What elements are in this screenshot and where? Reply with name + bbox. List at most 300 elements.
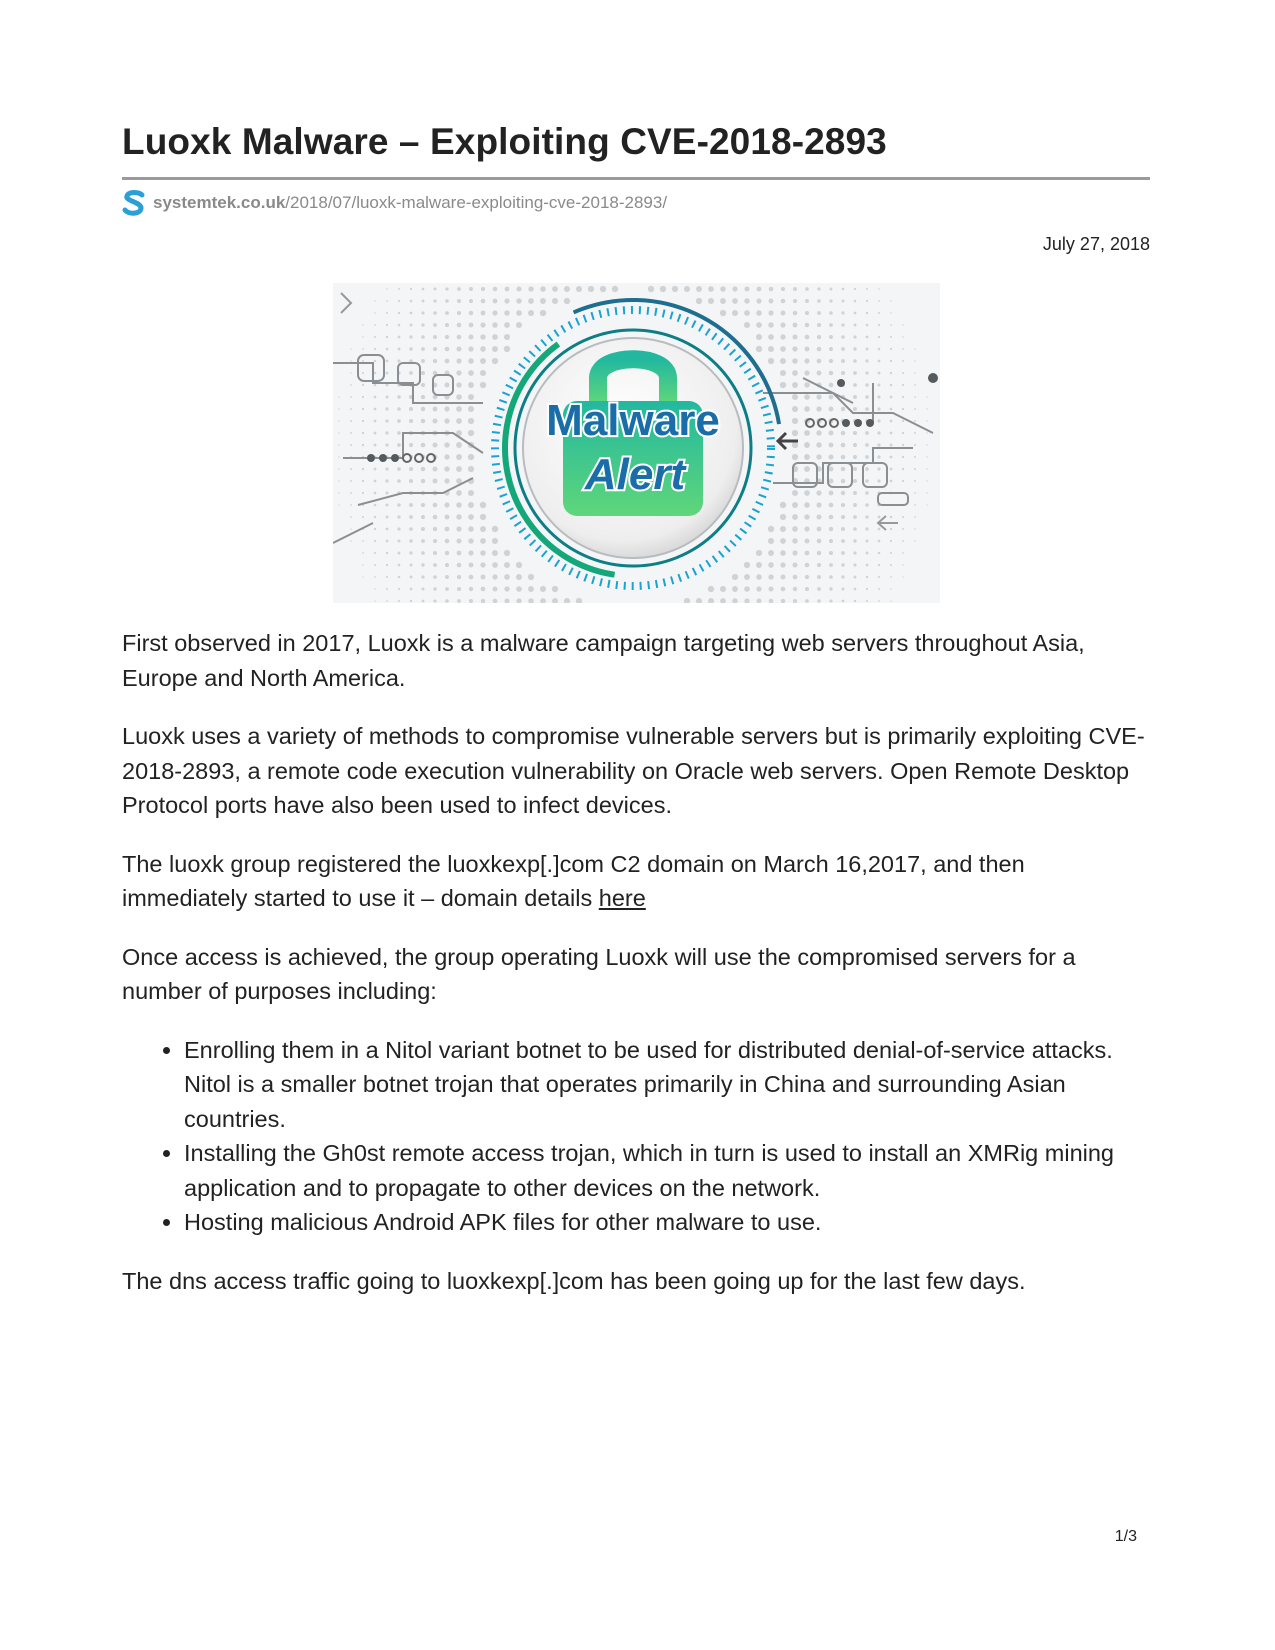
halftone-dot — [792, 526, 798, 532]
halftone-dot — [338, 432, 340, 434]
halftone-dot — [841, 311, 844, 314]
halftone-dot — [374, 504, 377, 507]
halftone-dot — [433, 359, 437, 363]
halftone-dot — [768, 574, 773, 579]
halftone-dot — [768, 538, 774, 544]
halftone-dot — [902, 432, 904, 434]
halftone-dot — [552, 298, 558, 304]
halftone-dot — [756, 550, 762, 556]
halftone-dot — [398, 324, 401, 327]
halftone-dot — [362, 336, 364, 338]
halftone-dot — [744, 562, 750, 568]
halftone-dot — [853, 455, 857, 459]
halftone-dot — [890, 396, 893, 399]
halftone-dot — [768, 358, 774, 364]
halftone-dot — [804, 430, 810, 436]
halftone-dot — [865, 455, 869, 459]
halftone-dot — [385, 467, 388, 470]
halftone-dot — [468, 526, 474, 532]
halftone-dot — [890, 372, 892, 374]
halftone-dot — [866, 564, 869, 567]
halftone-dot — [648, 286, 654, 292]
halftone-dot — [660, 286, 666, 292]
halftone-dot — [445, 587, 449, 591]
halftone-dot — [853, 503, 857, 507]
halftone-dot — [890, 552, 892, 554]
halftone-dot — [902, 408, 904, 410]
halftone-dot — [744, 322, 750, 328]
halftone-dot — [468, 382, 474, 388]
halftone-dot — [468, 454, 474, 460]
halftone-dot — [805, 311, 809, 315]
halftone-dot — [902, 552, 904, 554]
halftone-dot — [409, 503, 413, 507]
halftone-dot — [829, 539, 833, 543]
halftone-dot — [386, 336, 388, 338]
halftone-dot — [456, 502, 462, 508]
halftone-dot — [902, 336, 904, 338]
halftone-dot — [362, 348, 364, 350]
halftone-dot — [756, 334, 762, 340]
halftone-dot — [457, 287, 461, 291]
title-divider — [122, 177, 1150, 180]
paragraph-1: First observed in 2017, Luoxk is a malware campaign targeting web servers throughout Asia, Europe and North America. — [122, 630, 1085, 691]
halftone-dot — [744, 310, 750, 316]
halftone-dot — [817, 599, 820, 602]
halftone-dot — [914, 360, 915, 361]
halftone-dot — [445, 311, 449, 315]
halftone-dot — [720, 586, 726, 592]
halftone-dot — [492, 334, 498, 340]
halftone-dot — [853, 539, 856, 542]
halftone-dot — [386, 564, 388, 566]
halftone-dot — [468, 490, 474, 496]
halftone-dot — [768, 310, 773, 315]
halftone-dot — [708, 298, 714, 304]
list-item: • Enrolling them in a Nitol variant botnet to be used for distributed denial-of-service attacks. Nitol is a smaller botnet trojan that operates primarily in China and surrounding Asian countries. — [184, 1033, 1152, 1137]
halftone-dot — [804, 526, 809, 531]
halftone-dot — [792, 430, 798, 436]
halftone-dot — [445, 539, 450, 544]
halftone-dot — [792, 442, 798, 448]
halftone-dot — [456, 490, 462, 496]
halftone-dot — [914, 408, 916, 410]
halftone-dot — [890, 600, 891, 601]
halftone-dot — [397, 431, 401, 435]
halftone-dot — [398, 564, 401, 567]
halftone-dot — [756, 310, 762, 316]
halftone-dot — [350, 444, 352, 446]
halftone-dot — [756, 586, 761, 591]
halftone-dot — [853, 479, 857, 483]
halftone-dot — [445, 335, 449, 339]
halftone-dot — [890, 468, 893, 471]
halftone-dot — [829, 335, 833, 339]
halftone-dot — [468, 370, 474, 376]
halftone-dot — [817, 563, 821, 567]
halftone-dot — [480, 514, 486, 520]
halftone-dot — [350, 492, 352, 494]
halftone-dot — [902, 456, 904, 458]
halftone-dot — [481, 587, 486, 592]
halftone-dot — [350, 372, 352, 374]
halftone-dot — [468, 334, 473, 339]
halftone-dot — [457, 335, 462, 340]
halftone-dot — [842, 288, 845, 291]
halftone-dot — [829, 311, 833, 315]
halftone-dot — [362, 384, 364, 386]
halftone-dot — [708, 586, 714, 592]
halftone-dot — [433, 575, 437, 579]
halftone-dot — [421, 335, 425, 339]
halftone-dot — [829, 323, 833, 327]
halftone-dot — [890, 480, 893, 483]
halftone-dot — [841, 575, 844, 578]
halftone-dot — [817, 335, 821, 339]
halftone-dot — [804, 514, 809, 519]
halftone-dot — [397, 527, 400, 530]
halftone-dot — [374, 492, 377, 495]
halftone-dot — [468, 430, 474, 436]
halftone-dot — [914, 528, 916, 530]
halftone-dot — [468, 418, 474, 424]
halftone-dot — [841, 371, 845, 375]
halftone-dot — [528, 298, 534, 304]
halftone-dot — [817, 311, 821, 315]
halftone-dot — [841, 587, 844, 590]
halftone-dot — [865, 443, 869, 447]
halftone-dot — [421, 527, 425, 531]
halftone-dot — [828, 454, 833, 459]
halftone-dot — [914, 348, 915, 349]
halftone-dot — [433, 467, 438, 472]
halftone-dot — [444, 454, 449, 459]
halftone-dot — [350, 516, 352, 518]
halftone-dot — [926, 420, 927, 421]
halftone-dot — [817, 551, 821, 555]
halftone-dot — [421, 359, 425, 363]
halftone-dot — [829, 563, 833, 567]
halftone-dot — [397, 395, 401, 399]
halftone-dot — [829, 491, 834, 496]
halftone-dot — [829, 551, 833, 555]
halftone-dot — [433, 479, 438, 484]
halftone-dot — [853, 371, 857, 375]
halftone-dot — [830, 288, 833, 291]
halftone-dot — [409, 539, 412, 542]
halftone-dot — [374, 312, 376, 314]
halftone-dot — [890, 348, 892, 350]
halftone-dot — [768, 562, 774, 568]
halftone-dot — [878, 336, 880, 338]
halftone-dot — [793, 575, 798, 580]
paragraph-4: Once access is achieved, the group operating Luoxk will use the compromised servers for a number of purposes including: — [122, 943, 1076, 1004]
article-body — [122, 626, 1152, 1322]
halftone-dot — [768, 526, 774, 532]
halftone-dot — [829, 347, 833, 351]
halftone-dot — [914, 432, 916, 434]
halftone-dot — [398, 576, 401, 579]
halftone-dot — [445, 299, 449, 303]
halftone-dot — [469, 311, 474, 316]
halftone-dot — [877, 479, 880, 482]
halftone-dot — [374, 576, 376, 578]
halftone-dot — [468, 550, 473, 555]
halftone-dot — [841, 323, 844, 326]
halftone-dot — [516, 298, 521, 303]
halftone-dot — [338, 420, 339, 421]
halftone-dot — [421, 311, 424, 314]
halftone-dot — [829, 431, 834, 436]
halftone-dot — [409, 335, 412, 338]
halftone-dot — [374, 432, 377, 435]
halftone-dot — [528, 310, 534, 316]
source-domain: systemtek.co.uk — [153, 192, 286, 212]
halftone-dot — [457, 599, 461, 603]
halftone-dot — [793, 287, 797, 291]
halftone-dot — [780, 382, 786, 388]
halftone-dot — [350, 360, 351, 361]
halftone-dot — [421, 407, 425, 411]
halftone-dot — [362, 372, 364, 374]
halftone-dot — [805, 551, 810, 556]
halftone-dot — [866, 348, 869, 351]
halftone-dot — [768, 346, 774, 352]
halftone-dot — [386, 516, 389, 519]
halftone-dot — [374, 420, 377, 423]
halftone-dot — [804, 358, 809, 363]
halftone-dot — [374, 468, 377, 471]
halftone-dot — [792, 550, 797, 555]
halftone-dot — [792, 334, 797, 339]
halftone-dot — [456, 406, 462, 412]
halftone-dot — [744, 574, 750, 580]
halftone-dot — [469, 587, 473, 591]
halftone-dot — [444, 466, 449, 471]
halftone-dot — [481, 287, 485, 291]
halftone-dot — [433, 551, 437, 555]
halftone-dot — [504, 562, 510, 568]
halftone-dot — [878, 300, 880, 302]
halftone-dot — [444, 442, 449, 447]
halftone-dot — [720, 298, 726, 304]
halftone-dot — [516, 286, 521, 291]
halftone-dot — [732, 286, 737, 291]
halftone-dot — [853, 491, 857, 495]
halftone-dot — [552, 286, 558, 292]
halftone-dot — [865, 371, 868, 374]
halftone-dot — [397, 407, 401, 411]
halftone-dot — [866, 576, 869, 579]
halftone-dot — [456, 454, 462, 460]
halftone-dot — [338, 408, 339, 409]
halftone-dot — [504, 334, 510, 340]
halftone-dot — [769, 299, 774, 304]
halftone-dot — [410, 288, 412, 290]
halftone-dot — [350, 384, 352, 386]
halftone-dot — [866, 324, 869, 327]
halftone-dot — [804, 442, 810, 448]
halftone-dot — [480, 334, 485, 339]
halftone-dot — [468, 358, 474, 364]
halftone-dot — [914, 456, 916, 458]
halftone-dot — [878, 360, 881, 363]
halftone-dot — [902, 564, 904, 566]
halftone-dot — [338, 480, 339, 481]
halftone-dot — [433, 323, 437, 327]
halftone-dot — [841, 503, 845, 507]
halftone-dot — [385, 479, 388, 482]
halftone-dot — [878, 516, 881, 519]
halftone-dot — [362, 432, 364, 434]
halftone-dot — [504, 298, 509, 303]
halftone-dot — [456, 394, 462, 400]
halftone-dot — [445, 323, 449, 327]
halftone-dot — [409, 419, 413, 423]
halftone-dot — [854, 600, 856, 602]
halftone-dot — [432, 442, 437, 447]
halftone-dot — [350, 408, 352, 410]
paragraph-3-text: The luoxk group registered the luoxkexp[.]com C2 domain on March 16,2017, and then immediately started to use it – domain details — [122, 850, 1025, 911]
halftone-dot — [805, 299, 809, 303]
halftone-dot — [444, 418, 449, 423]
halftone-dot — [792, 370, 798, 376]
halftone-dot — [397, 503, 400, 506]
halftone-dot — [362, 540, 364, 542]
halftone-dot — [362, 576, 363, 577]
halftone-dot — [878, 564, 880, 566]
halftone-dot — [422, 300, 425, 303]
halftone-dot — [744, 586, 750, 592]
halftone-dot — [338, 492, 339, 493]
halftone-dot — [926, 408, 927, 409]
halftone-dot — [902, 516, 904, 518]
halftone-dot — [385, 395, 388, 398]
halftone-dot — [792, 490, 798, 496]
halftone-dot — [374, 324, 376, 326]
halftone-dot — [433, 419, 438, 424]
halftone-dot — [793, 299, 797, 303]
halftone-dot — [878, 552, 881, 555]
halftone-dot — [445, 527, 450, 532]
halftone-dot — [421, 443, 426, 448]
halftone-dot — [829, 575, 833, 579]
halftone-dot — [914, 372, 916, 374]
halftone-dot — [374, 588, 376, 590]
halftone-dot — [362, 360, 364, 362]
halftone-dot — [878, 384, 881, 387]
halftone-dot — [493, 299, 498, 304]
halftone-dot — [492, 562, 498, 568]
halftone-dot — [516, 310, 522, 316]
halftone-dot — [398, 552, 401, 555]
halftone-dot — [576, 286, 582, 292]
halftone-dot — [386, 552, 389, 555]
halftone-dot — [890, 516, 893, 519]
halftone-dot — [768, 550, 774, 556]
domain-details-link[interactable]: here — [598, 885, 646, 911]
halftone-dot — [853, 359, 857, 363]
halftone-dot — [421, 419, 426, 424]
halftone-dot — [456, 442, 462, 448]
halftone-dot — [468, 346, 473, 351]
halftone-dot — [397, 467, 401, 471]
halftone-dot — [829, 587, 832, 590]
halftone-dot — [492, 322, 498, 328]
halftone-dot — [469, 563, 474, 568]
halftone-dot — [480, 346, 486, 352]
halftone-dot — [350, 480, 352, 482]
halftone-dot — [817, 539, 822, 544]
halftone-dot — [817, 323, 821, 327]
halftone-dot — [914, 396, 916, 398]
halftone-dot — [890, 576, 892, 578]
halftone-dot — [878, 288, 880, 290]
halftone-dot — [853, 515, 857, 519]
halftone-dot — [421, 539, 425, 543]
halftone-dot — [445, 359, 450, 364]
halftone-dot — [457, 551, 462, 556]
halftone-dot — [493, 287, 498, 292]
halftone-dot — [816, 490, 821, 495]
halftone-dot — [385, 503, 388, 506]
halftone-dot — [865, 431, 869, 435]
halftone-dot — [421, 479, 425, 483]
halftone-dot — [421, 347, 425, 351]
halftone-dot — [481, 311, 486, 316]
halftone-dot — [890, 456, 893, 459]
halftone-dot — [468, 394, 474, 400]
halftone-dot — [409, 563, 412, 566]
halftone-dot — [421, 383, 425, 387]
halftone-dot — [816, 406, 821, 411]
halftone-dot — [338, 444, 340, 446]
halftone-dot — [409, 479, 413, 483]
halftone-dot — [816, 430, 821, 435]
halftone-dot — [854, 288, 856, 290]
halftone-dot — [444, 478, 449, 483]
halftone-dot — [468, 538, 473, 543]
halftone-dot — [445, 551, 449, 555]
halftone-dot — [457, 323, 461, 327]
halftone-dot — [374, 444, 377, 447]
halftone-dot — [780, 346, 786, 352]
halftone-dot — [469, 287, 473, 291]
halftone-dot — [914, 384, 916, 386]
halftone-dot — [841, 431, 846, 436]
halftone-dot — [841, 491, 845, 495]
halftone-dot — [480, 358, 486, 364]
halftone-dot — [890, 588, 892, 590]
halftone-dot — [865, 479, 869, 483]
halftone-dot — [504, 310, 510, 316]
halftone-dot — [816, 454, 821, 459]
halftone-dot — [768, 334, 774, 340]
halftone-dot — [397, 515, 400, 518]
halftone-dot — [865, 395, 869, 399]
halftone-dot — [732, 298, 738, 304]
halftone-dot — [444, 406, 449, 411]
halftone-dot — [756, 562, 762, 568]
halftone-dot — [914, 516, 916, 518]
halftone-dot — [792, 394, 798, 400]
halftone-dot — [890, 384, 893, 387]
halftone-dot — [780, 502, 786, 508]
malware-alert-image — [333, 283, 940, 603]
halftone-dot — [890, 324, 892, 326]
source-link[interactable] — [122, 188, 1150, 218]
site-logo-icon — [122, 190, 146, 216]
